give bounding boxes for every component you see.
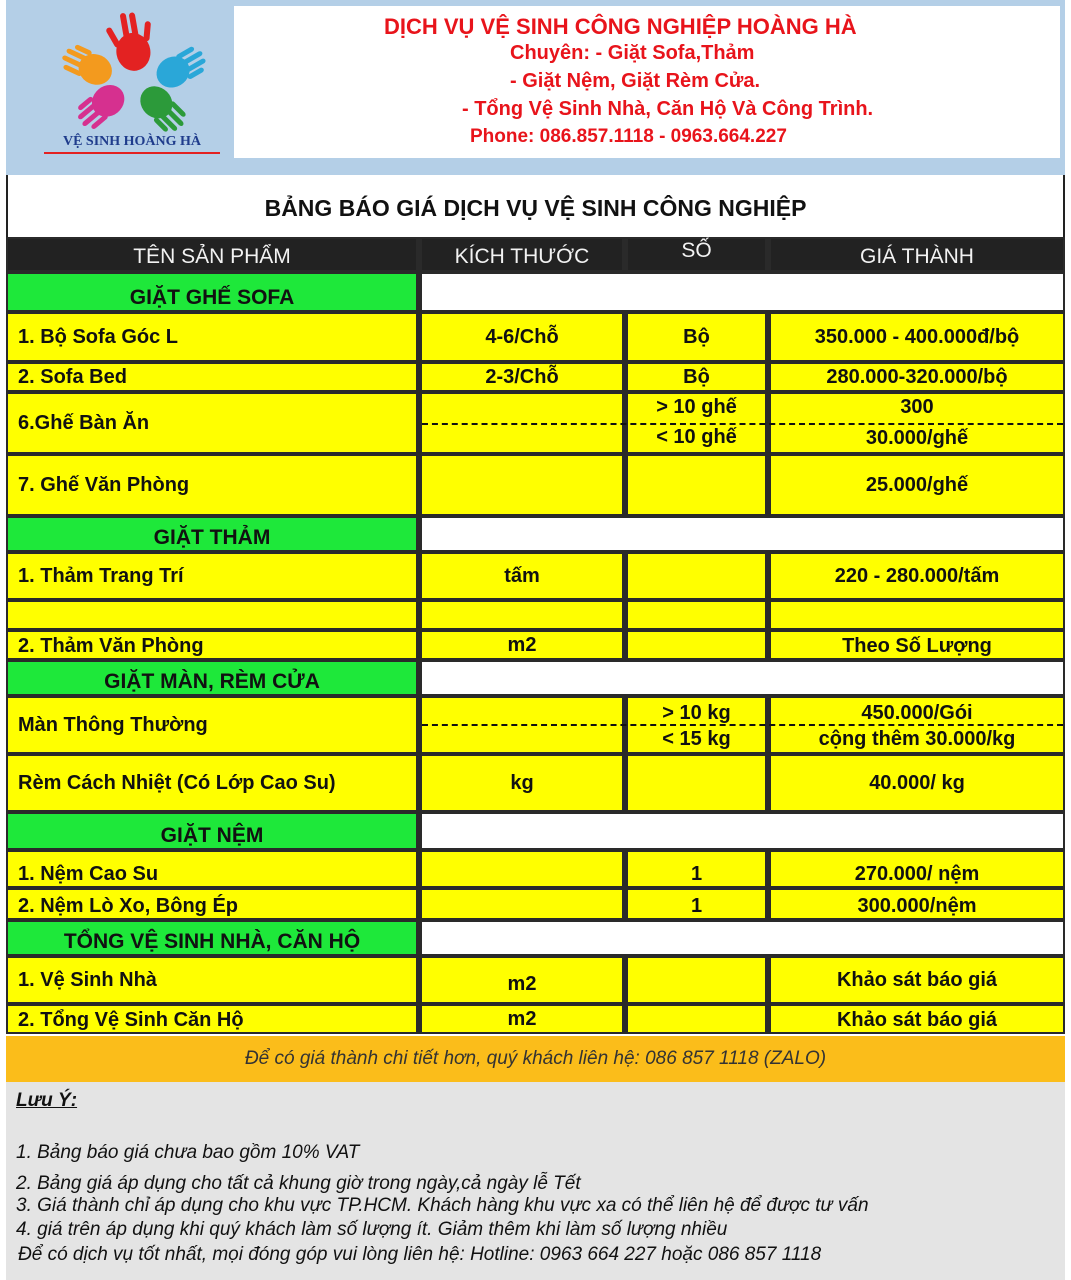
table-row-size: m2: [422, 1006, 622, 1032]
table-row-name: 1. Nệm Cao Su: [8, 852, 416, 886]
table-row-size: m2: [422, 632, 622, 658]
header-banner: [6, 0, 1065, 175]
price-lower: cộng thêm 30.000/kg: [818, 728, 1016, 750]
table-row-empty: [771, 602, 1063, 628]
table-row-unit: 1: [628, 890, 765, 918]
table-row-price: Khảo sát báo giá: [771, 958, 1063, 1002]
table-row-unit-empty: [628, 456, 765, 514]
service-line-2: - Giặt Nệm, Giặt Rèm Cửa.: [510, 70, 761, 92]
table-row-unit-empty: [628, 1006, 765, 1032]
table-row-name: Màn Thông Thường: [8, 698, 416, 752]
table-row-size: m2: [422, 958, 622, 1002]
table-row-price: 40.000/ kg: [771, 756, 1063, 810]
table-row-size: 2-3/Chỗ: [422, 364, 622, 390]
col-header-price: GIÁ THÀNH: [771, 239, 1063, 270]
table-row-size: kg: [422, 756, 622, 810]
table-row-name: 2. Tổng Vệ Sinh Căn Hộ: [8, 1006, 416, 1032]
table-row-size-empty: [422, 852, 622, 886]
table-row-name: 6.Ghế Bàn Ăn: [8, 394, 416, 452]
table-row-name: 1. Thảm Trang Trí: [8, 554, 416, 598]
logo-text: VỆ SINH HOÀNG HÀ: [44, 134, 220, 154]
table-row-unit: Bộ: [628, 314, 765, 360]
service-line-1: Chuyên: - Giặt Sofa,Thảm: [510, 42, 755, 64]
service-line-3: - Tổng Vệ Sinh Nhà, Căn Hộ Và Công Trình.: [462, 98, 874, 120]
section-tong-blank: [422, 922, 1063, 954]
table-row-name: 7. Ghế Văn Phòng: [8, 456, 416, 514]
table-row-price: 220 - 280.000/tấm: [771, 554, 1063, 598]
section-nem-blank: [422, 814, 1063, 848]
title-band: [6, 175, 1065, 237]
section-tong: TỔNG VỆ SINH NHÀ, CĂN HỘ: [8, 922, 416, 954]
company-name: DỊCH VỤ VỆ SINH CÔNG NGHIỆP HOÀNG HÀ: [384, 14, 857, 39]
section-tham: GIẶT THẢM: [8, 518, 416, 550]
table-row-unit-empty: [628, 958, 765, 1002]
phone-line: Phone: 086.857.1118 - 0963.664.227: [470, 126, 787, 147]
section-nem: GIẶT NỆM: [8, 814, 416, 848]
table-row-size-empty: [422, 456, 622, 514]
company-info: [234, 6, 1060, 158]
table-row-empty: [422, 602, 622, 628]
dashed-divider: [422, 724, 1063, 726]
table-row-price: Theo Số Lượng: [771, 632, 1063, 658]
table-row-price: 350.000 - 400.000đ/bộ: [771, 314, 1063, 360]
table-row-empty: [628, 602, 765, 628]
col-header-size: KÍCH THƯỚC: [422, 239, 622, 270]
company-logo: [40, 6, 230, 162]
table-row-size: tấm: [422, 554, 622, 598]
table-row-price: 300.000/nệm: [771, 890, 1063, 918]
table-row-unit-empty: [628, 756, 765, 810]
table-row-unit: Bộ: [628, 364, 765, 390]
table-row-price: 25.000/ghế: [771, 456, 1063, 514]
dashed-divider: [422, 423, 1063, 425]
price-table: [6, 237, 1065, 1034]
section-sofa-blank: [422, 274, 1063, 310]
table-row-name: 2. Nệm Lò Xo, Bông Ép: [8, 890, 416, 918]
table-row-size-empty: [422, 890, 622, 918]
table-row-name: 2. Sofa Bed: [8, 364, 416, 390]
table-row-name: 2. Thảm Văn Phòng: [8, 632, 416, 658]
price-upper: 450.000/Gói: [861, 702, 973, 724]
table-row-name: 1. Bộ Sofa Góc L: [8, 314, 416, 360]
page-title: BẢNG BÁO GIÁ DỊCH VỤ VỆ SINH CÔNG NGHIỆP: [264, 195, 807, 221]
price-lower: 30.000/ghế: [865, 427, 969, 449]
notes-section: [6, 1082, 1065, 1280]
note-item: 1. Bảng báo giá chưa bao gồm 10% VAT: [16, 1142, 360, 1163]
unit-lower: < 15 kg: [662, 728, 731, 750]
table-row-name: Rèm Cách Nhiệt (Có Lớp Cao Su): [8, 756, 416, 810]
table-row-price: 280.000-320.000/bộ: [771, 364, 1063, 390]
table-row-price: Khảo sát báo giá: [771, 1006, 1063, 1032]
col-header-name: TÊN SẢN PHẨM: [8, 239, 416, 270]
section-man: GIẶT MÀN, RÈM CỬA: [8, 662, 416, 694]
unit-upper: > 10 ghế: [656, 396, 737, 418]
table-row-unit: 1: [628, 852, 765, 886]
notes-title: Lưu Ý:: [16, 1090, 78, 1111]
table-row-price: 270.000/ nệm: [771, 852, 1063, 886]
contact-banner: Để có giá thành chi tiết hơn, quý khách liên hệ: 086 857 1118 (ZALO): [6, 1036, 1065, 1082]
note-item: 3. Giá thành chỉ áp dụng cho khu vực TP.HCM. Khách hàng khu vực xa có thể liên hệ để được tư vấn: [16, 1195, 869, 1216]
section-sofa: GIẶT GHẾ SOFA: [8, 274, 416, 310]
unit-lower: < 10 ghế: [656, 426, 737, 448]
section-tham-blank: [422, 518, 1063, 550]
unit-upper: > 10 kg: [662, 702, 731, 724]
note-item: Để có dịch vụ tốt nhất, mọi đóng góp vui lòng liên hệ: Hotline: 0963 664 227 hoặc 086 857 1118: [18, 1244, 822, 1265]
table-row-unit-empty: [628, 632, 765, 658]
note-item: 2. Bảng giá áp dụng cho tất cả khung giờ trong ngày,cả ngày lễ Tết: [16, 1173, 581, 1194]
table-row-size: 4-6/Chỗ: [422, 314, 622, 360]
section-man-blank: [422, 662, 1063, 694]
note-item: 4. giá trên áp dụng khi quý khách làm số lượng ít. Giảm thêm khi làm số lượng nhiều: [16, 1219, 728, 1240]
price-upper: 300: [900, 396, 934, 418]
table-row-empty: [8, 602, 416, 628]
col-header-unit: SỐ: [628, 239, 765, 270]
table-row-name: 1. Vệ Sinh Nhà: [8, 958, 416, 1002]
table-row-unit-empty: [628, 554, 765, 598]
